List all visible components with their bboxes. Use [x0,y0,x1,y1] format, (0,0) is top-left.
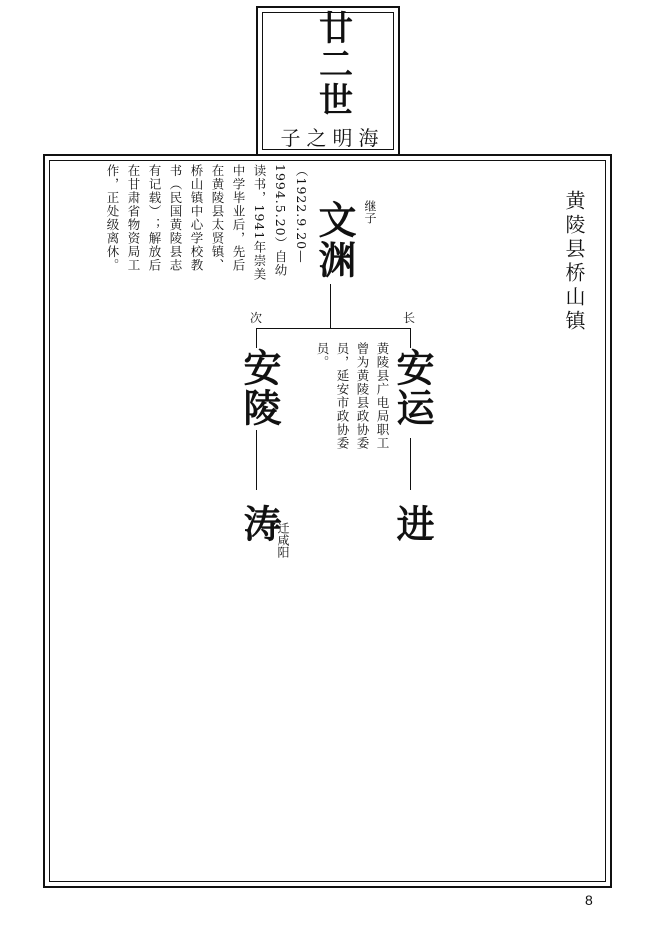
connector-line [410,438,411,490]
bio-line: 中学毕业后，先后 [231,164,246,272]
person-note-tao: 迁咸阳 [276,522,290,558]
bio-line: 读书，1941年崇美 [252,164,267,281]
bio-line: （1922.9.20— [294,164,309,264]
person-name-jin: 进 [390,504,435,544]
person-bio-anyun [310,342,392,472]
bio-line: 桥山镇中心学校教 [189,164,204,272]
bio-line: 1994.5.20）自幼 [273,164,288,278]
bio-line: 作，正处级离休。 [105,164,120,272]
bio-line: 书（民国黄陵县志 [168,164,183,272]
person-name-anyun: 安运 [390,348,435,428]
bio-line: 在甘肃省物资局工 [126,164,141,272]
generation-parents: 子之明海 [280,126,385,150]
connector-line [256,430,257,490]
rank-label-elder: 长 [403,311,416,325]
person-name-wenyuan: 文渊 [312,200,357,280]
person-bio-wenyuan [105,164,312,494]
bio-line: 在黄陵县太贤镇、 [210,164,225,272]
page-number: 8 [585,892,593,908]
location-label: 黄陵县桥山镇 [562,190,586,334]
connector-line [330,284,331,328]
bio-line: 黄陵县广电局职工 [375,342,390,450]
bio-line: 有记载）；解放后 [147,164,162,272]
person-name-anling: 安陵 [237,348,282,428]
connector-line [256,328,411,329]
bio-line: 员。 [315,342,330,369]
connector-line [256,328,257,348]
connector-line [410,328,411,348]
person-name-tao: 涛 [237,504,282,544]
generation-title: 廿二世 [312,10,353,118]
person-note-wenyuan: 继子 [363,200,377,224]
bio-line: 员，延安市政协委 [335,342,350,450]
rank-label-second: 次 [250,311,263,325]
bio-line: 曾为黄陵县政协委 [355,342,370,450]
